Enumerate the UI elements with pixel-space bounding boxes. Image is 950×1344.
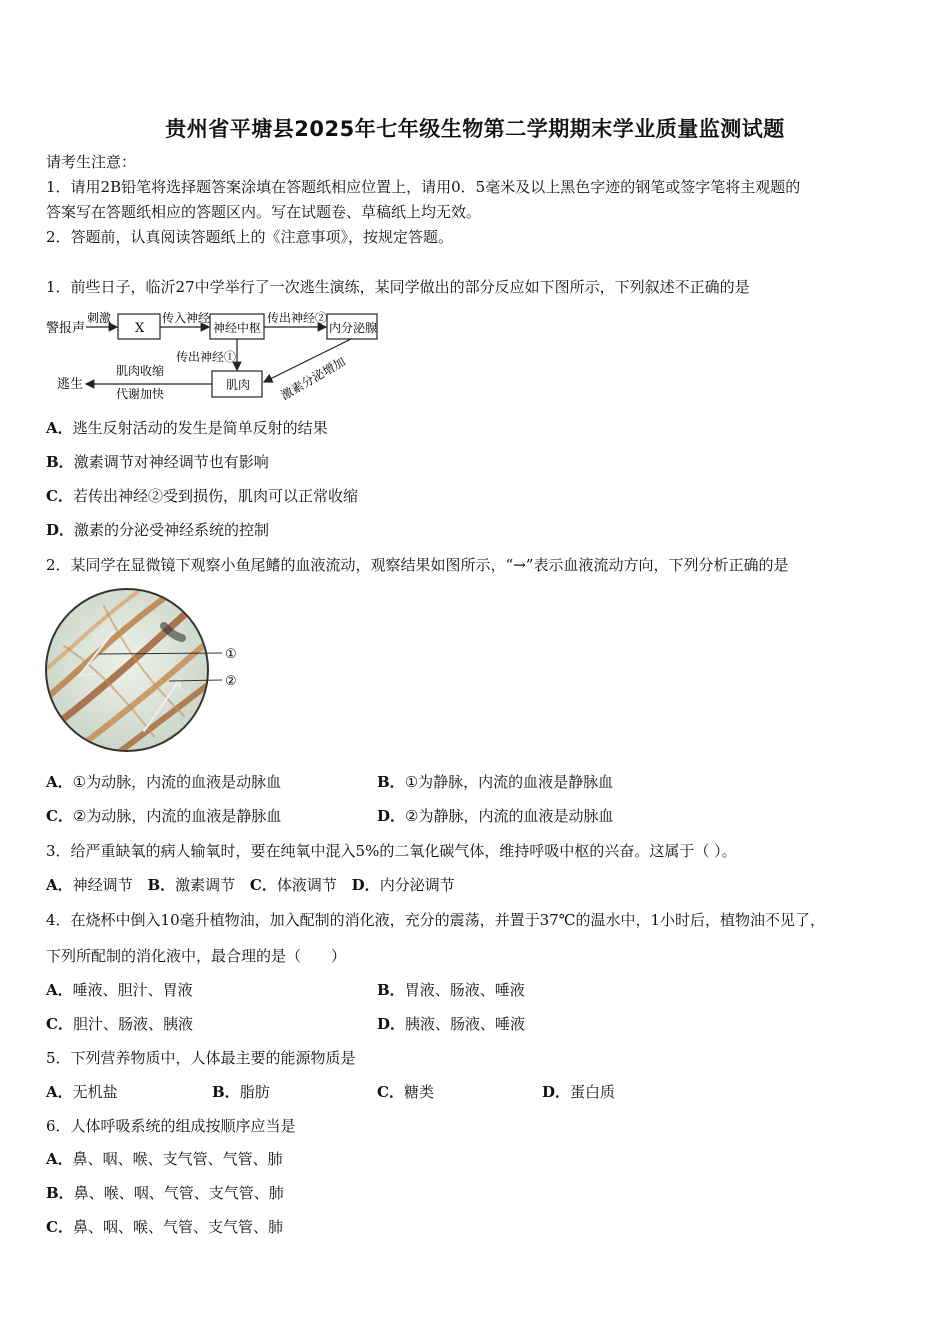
q6-option-b[interactable]: B．鼻、喉、咽、气管、支气管、肺 — [46, 1184, 284, 1202]
q1-option-d[interactable]: D．激素的分泌受神经系统的控制 — [46, 521, 270, 539]
q1-option-c[interactable]: C．若传出神经②受到损伤，肌肉可以正常收缩 — [46, 487, 358, 505]
diagram-hormone: 激素分泌增加 — [278, 354, 348, 403]
reflex-diagram — [46, 306, 386, 406]
diagram-stimulus: 刺激 — [87, 311, 112, 325]
notice-item-1a: 1．请用2B铅笔将选择题答案涂填在答题纸相应位置上，请用0．5毫米及以上黑色字迹的钢笔或签字笔将主观题的 — [46, 178, 801, 196]
q2-option-d[interactable]: D．②为静脉，内流的血液是动脉血 — [377, 807, 614, 825]
diagram-contract1: 肌肉收缩 — [116, 364, 165, 378]
q4-option-b[interactable]: B．胃液、肠液、唾液 — [377, 981, 525, 999]
diagram-alarm: 警报声 — [46, 321, 86, 336]
diagram-x: X — [135, 321, 145, 336]
q3-option-d[interactable]: D．内分泌调节 — [351, 876, 455, 894]
q5-option-d[interactable]: D．蛋白质 — [542, 1083, 616, 1101]
q3-option-b[interactable]: B．激素调节 — [147, 876, 236, 894]
fish-tail-microscope-image — [44, 586, 244, 756]
q4-option-c[interactable]: C．胆汁、肠液、胰液 — [46, 1015, 193, 1033]
q1-stem: 1．前些日子，临沂27中学举行了一次逃生演练，某同学做出的部分反应如下图所示，下列叙述不正确的是 — [46, 278, 750, 296]
q2-option-a[interactable]: A．①为动脉，内流的血液是动脉血 — [46, 773, 282, 791]
notice-heading: 请考生注意： — [46, 153, 137, 171]
q2-option-c[interactable]: C．②为动脉，内流的血液是静脉血 — [46, 807, 282, 825]
q2-stem: 2．某同学在显微镜下观察小鱼尾鳍的血液流动，观察结果如图所示，“→”表示血液流动方向，下列分析正确的是 — [46, 556, 789, 574]
q1-option-a[interactable]: A．逃生反射活动的发生是简单反射的结果 — [46, 419, 328, 437]
notice-item-1b: 答案写在答题纸相应的答题区内。写在试题卷、草稿纸上均无效。 — [46, 203, 482, 221]
q6-stem: 6．人体呼吸系统的组成按顺序应当是 — [46, 1117, 296, 1135]
q2-label-2: ② — [225, 674, 237, 689]
q6-option-a[interactable]: A．鼻、咽、喉、支气管、气管、肺 — [46, 1150, 283, 1168]
q5-stem: 5．下列营养物质中，人体最主要的能源物质是 — [46, 1049, 356, 1067]
q4-stem-a: 4．在烧杯中倒入10毫升植物油，加入配制的消化液，充分的震荡，并置于37℃的温水中，1小时后，植物油不见了， — [46, 911, 826, 929]
diagram-contract2: 代谢加快 — [116, 387, 165, 401]
q4-option-a[interactable]: A．唾液、胆汁、胃液 — [46, 981, 193, 999]
diagram-efferent2: 传出神经② — [267, 311, 328, 325]
q3-option-c[interactable]: C．体液调节 — [249, 876, 337, 894]
q3-stem: 3．给严重缺氧的病人输氧时，要在纯氧中混入5%的二氧化碳气体，维持呼吸中枢的兴奋。这属于（ ）。 — [46, 842, 737, 860]
diagram-center: 神经中枢 — [213, 321, 262, 335]
q2-label-1: ① — [225, 647, 237, 662]
q6-option-c[interactable]: C．鼻、咽、喉、气管、支气管、肺 — [46, 1218, 283, 1236]
page-title: 贵州省平塘县2025年七年级生物第二学期期末学业质量监测试题 — [165, 117, 785, 141]
q4-stem-b: 下列所配制的消化液中，最合理的是（ ） — [46, 947, 347, 965]
diagram-efferent1: 传出神经① — [176, 350, 237, 364]
q3-option-a[interactable]: A．神经调节 — [46, 876, 133, 894]
q4-option-d[interactable]: D．胰液、肠液、唾液 — [377, 1015, 526, 1033]
q5-option-c[interactable]: C．糖类 — [377, 1083, 434, 1101]
q5-option-b[interactable]: B．脂肪 — [212, 1083, 270, 1101]
notice-item-2: 2．答题前，认真阅读答题纸上的《注意事项》，按规定答题。 — [46, 228, 454, 246]
diagram-afferent: 传入神经 — [162, 311, 211, 325]
diagram-muscle: 肌肉 — [226, 378, 251, 392]
diagram-gland: 内分泌腺 — [329, 321, 378, 335]
q3-options — [46, 875, 455, 895]
q2-option-b[interactable]: B．①为静脉，内流的血液是静脉血 — [377, 773, 614, 791]
diagram-escape: 逃生 — [57, 377, 84, 392]
q5-option-a[interactable]: A．无机盐 — [46, 1083, 118, 1101]
q1-option-b[interactable]: B．激素调节对神经调节也有影响 — [46, 453, 269, 471]
